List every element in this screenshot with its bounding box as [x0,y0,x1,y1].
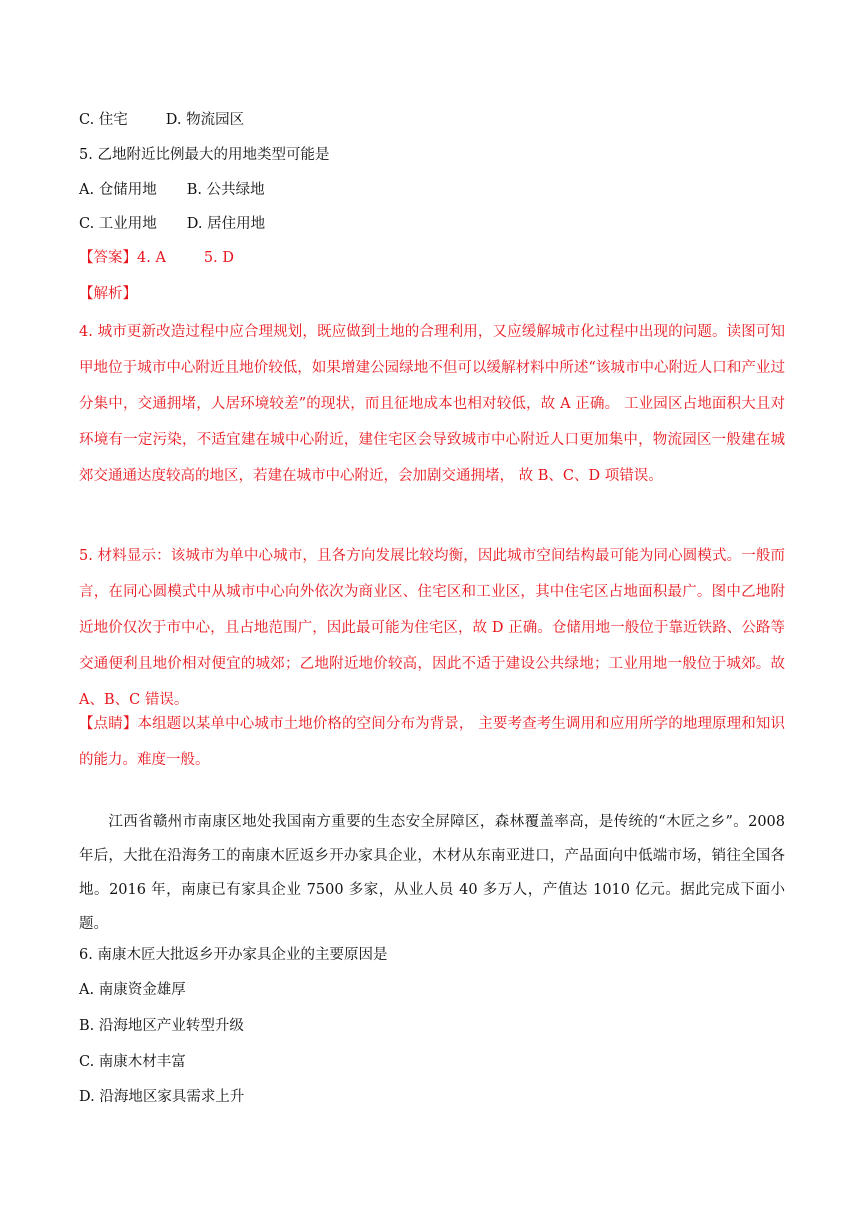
q4-option-c: C. 住宅 [79,112,128,128]
q6-option-b: B. 沿海地区产业转型升级 [79,1018,244,1034]
comment-text: 本组题以某单中心城市土地价格的空间分布为背景， 主要考查考生调用和应用所学的地理原理和知识的能力。难度一般。 [79,716,785,768]
q5-option-a: A. 仓储用地 [79,182,157,198]
analysis-q5: 5. 材料显示：该城市为单中心城市，且各方向发展比较均衡，因此城市空间结构最可能为同心圆模式。一般而言，在同心圆模式中从城市中心向外依次为商业区、住宅区和工业区，其中住宅区占地面积最广。图中乙地附近地价仅次于市中心，且占地范围广，因此最可能为住宅区，故 D 正确。仓储用地一般位于靠近铁路、公路等交通便利且地价相对便宜的城郊；乙地附近地价较高，因此不适于建设公共绿地；工业用地一般位于城郊。故 A、B、C 错误。 [79,548,785,708]
answer-label: 【答案】 [79,250,137,266]
q6-option-d: D. 沿海地区家具需求上升 [79,1089,245,1105]
passage [79,805,785,941]
q5-option-c: C. 工业用地 [79,216,157,232]
q6-stem: 6. 南康木匠大批返乡开办家具企业的主要原因是 [79,947,388,963]
q4-options-cd [79,110,244,130]
q5-options-ab [79,180,265,200]
answer-line [79,248,234,268]
answer-q5: 5. D [203,250,234,266]
analysis-q4: 4. 城市更新改造过程中应合理规划，既应做到土地的合理利用，又应缓解城市化过程中出现的问题。读图可知甲地位于城市中心附近且地价较低，如果增建公园绿地不但可以缓解材料中所述“该城市中心附近人口和产业过分集中，交通拥堵，人居环境较差”的现状，而且征地成本也相对较低，故 A 正确。 工业园区占地面积大且对环境有一定污染，不适宜建在城中心附近，建住宅区会导致城市中心附近人口更加集中，物流园区一般建在城郊交通通达度较高的地区，若建在城市中心附近，会加剧交通拥堵， 故 B、C、D 项错误。 [79,324,785,484]
passage-text: 江西省赣州市南康区地处我国南方重要的生态安全屏障区，森林覆盖率高，是传统的“木匠之乡”。2008 年后，大批在沿海务工的南康木匠返乡开办家具企业，木材从东南亚进口，产品面向中低端市场，销往全国各地。2016 年，南康已有家具企业 7500 多家，从业人员 40 多万人，产值达 1010 亿元。据此完成下面小题。 [79,814,785,932]
q4-option-d: D. 物流园区 [165,112,245,128]
analysis-label: 【解析】 [79,286,137,302]
q5-options-cd [79,214,265,234]
q5-stem: 5. 乙地附近比例最大的用地类型可能是 [79,147,330,163]
q6-option-c: C. 南康木材丰富 [79,1054,186,1070]
q6-option-a: A. 南康资金雄厚 [79,982,186,998]
answer-q4: 4. A [137,250,166,266]
comment-block [79,706,785,778]
q5-option-d: D. 居住用地 [186,216,266,232]
comment-label: 【点睛】 [79,716,138,732]
q5-option-b: B. 公共绿地 [186,182,265,198]
